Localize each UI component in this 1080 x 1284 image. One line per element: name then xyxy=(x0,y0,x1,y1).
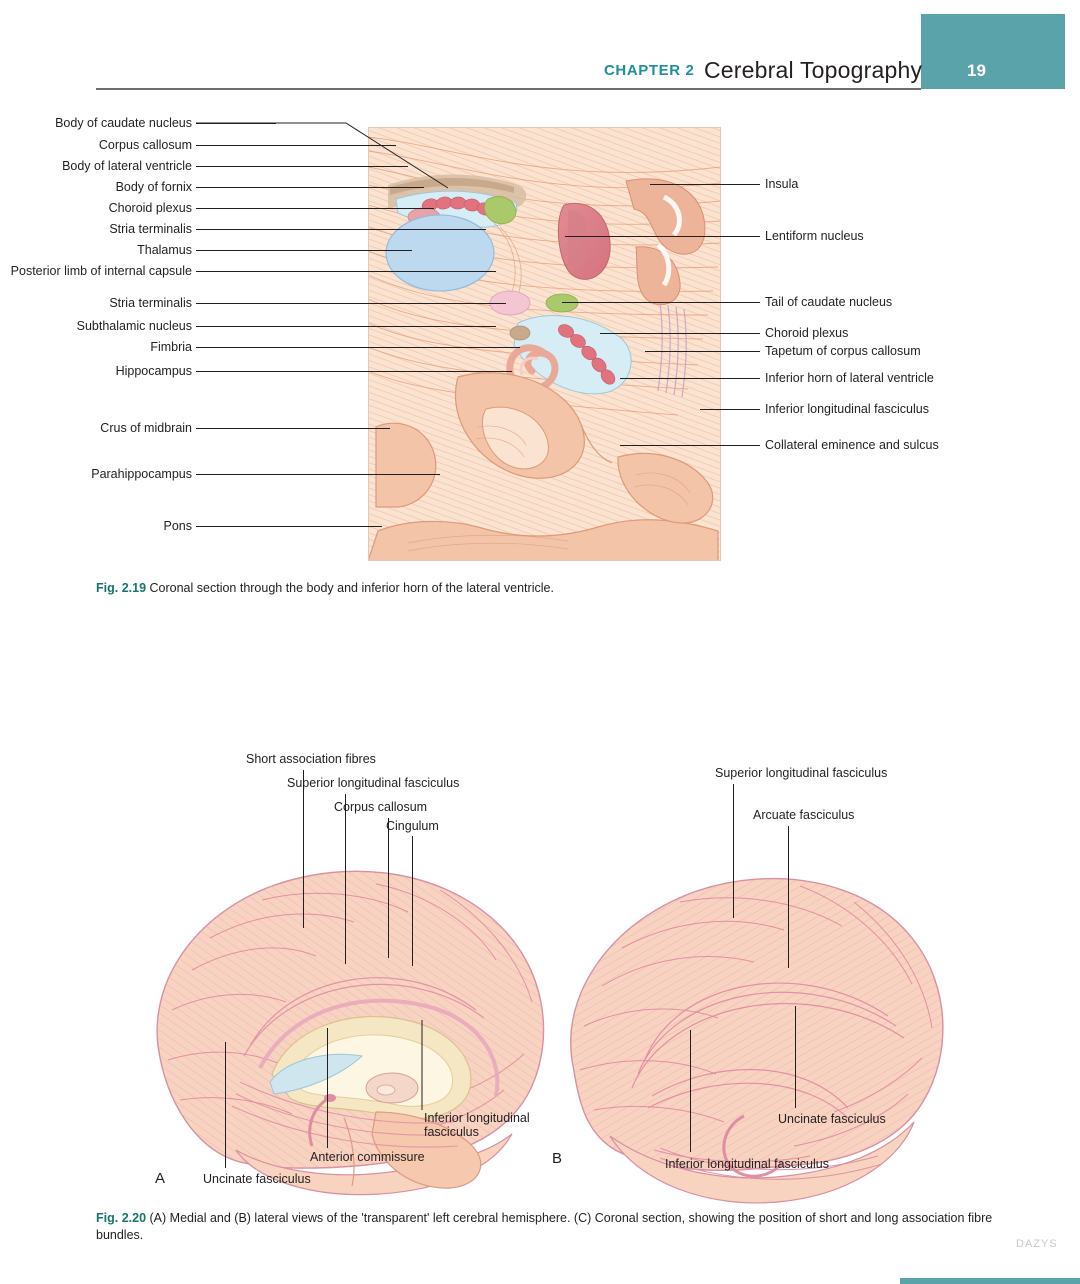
figure-label: Collateral eminence and sulcus xyxy=(765,438,939,452)
figure-label: Tail of caudate nucleus xyxy=(765,295,893,309)
leader-line xyxy=(196,208,434,209)
leader-line xyxy=(196,303,506,304)
leader-line xyxy=(400,1020,460,1115)
page-number: 19 xyxy=(967,61,986,80)
figure-label: Lentiform nucleus xyxy=(765,229,864,243)
figure-label: Stria terminalis xyxy=(109,222,192,236)
leader-line xyxy=(196,371,512,372)
figure-label: Parahippocampus xyxy=(91,467,192,481)
panel-letter-b: B xyxy=(552,1150,563,1167)
figure-caption-text: Coronal section through the body and inferior horn of the lateral ventricle. xyxy=(149,581,554,595)
leader-line xyxy=(196,271,496,272)
figure-label: Uncinate fasciculus xyxy=(778,1112,886,1126)
leader-line xyxy=(388,818,389,958)
leader-line xyxy=(303,770,304,928)
figure-label: Choroid plexus xyxy=(108,201,192,215)
leader-line xyxy=(690,1030,691,1152)
figure-label: Body of fornix xyxy=(115,180,192,194)
figure-label: Body of caudate nucleus xyxy=(55,116,192,130)
figure-label: Crus of midbrain xyxy=(100,421,192,435)
leader-line xyxy=(700,409,760,410)
leader-line xyxy=(412,836,413,966)
page-title: Cerebral Topography xyxy=(704,57,923,83)
figure-label: Inferior longitudinal fasciculus xyxy=(665,1157,829,1171)
figure-label: Arcuate fasciculus xyxy=(753,808,855,822)
leader-line xyxy=(562,302,760,303)
header-accent-block xyxy=(921,14,1065,89)
figure-label: Stria terminalis xyxy=(109,296,192,310)
leader-line xyxy=(196,326,496,327)
leader-line xyxy=(196,187,424,188)
leader-line xyxy=(196,145,396,146)
leader-line xyxy=(196,166,408,167)
leader-line xyxy=(788,826,789,968)
figure-label: Hippocampus xyxy=(115,364,192,378)
figure-label: Tapetum of corpus callosum xyxy=(765,344,921,358)
figure-label: Corpus callosum xyxy=(334,800,428,814)
figure-label: Insula xyxy=(765,177,799,191)
figure-label: Inferior longitudinal fasciculus xyxy=(765,402,929,416)
leader-line xyxy=(196,347,520,348)
watermark: DAZYS xyxy=(1016,1238,1058,1250)
figure-label: Short association fibres xyxy=(246,752,376,766)
leader-line xyxy=(620,445,760,446)
header-divider xyxy=(96,88,921,90)
panel-letter-a: A xyxy=(155,1170,166,1187)
figure-caption xyxy=(96,1210,996,1244)
leader-line xyxy=(345,794,346,964)
chapter-label: CHAPTER 2 xyxy=(604,62,695,79)
figure-label: Superior longitudinal fasciculus xyxy=(287,776,460,790)
figure-label: Cingulum xyxy=(386,819,439,833)
figure-2-19 xyxy=(0,100,1080,600)
leader-line xyxy=(196,428,390,429)
leader-line xyxy=(650,184,760,185)
figure-label: Subthalamic nucleus xyxy=(76,319,192,333)
leader-line xyxy=(327,1028,328,1148)
figure-label: Corpus callosum xyxy=(98,138,192,152)
figure-caption xyxy=(96,580,976,597)
figure-label: Body of lateral ventricle xyxy=(62,159,192,173)
leader-line xyxy=(225,1042,226,1168)
figure-label: Posterior limb of internal capsule xyxy=(10,264,192,278)
figure-label: fasciculus xyxy=(424,1125,479,1139)
leader-line xyxy=(620,378,760,379)
figure-2-20 xyxy=(0,720,1080,1280)
figure-label: Thalamus xyxy=(137,243,192,257)
leader-line xyxy=(196,229,486,230)
figure-label: Anterior commissure xyxy=(310,1150,425,1164)
figure-label: Inferior longitudinal xyxy=(424,1111,530,1125)
figure-number: Fig. 2.20 xyxy=(96,1211,147,1225)
leader-line xyxy=(565,236,760,237)
figure-label: Pons xyxy=(163,519,192,533)
figure-label: Uncinate fasciculus xyxy=(203,1172,311,1186)
figure-caption-text: (A) Medial and (B) lateral views of the 'transparent' left cerebral hemisphere. (C) Coronal section, showing the position of short and long association fibre bundles. xyxy=(96,1211,993,1242)
figure-label: Fimbria xyxy=(150,340,192,354)
leader-line xyxy=(733,784,734,918)
leader-line xyxy=(196,474,440,475)
leader-line xyxy=(196,526,382,527)
leader-line xyxy=(795,1006,796,1108)
figure-label: Inferior horn of lateral ventricle xyxy=(765,371,934,385)
page-header xyxy=(0,0,1080,95)
leader-line xyxy=(645,351,760,352)
leader-line xyxy=(600,333,760,334)
leader-line xyxy=(196,118,456,198)
leader-line xyxy=(196,250,412,251)
figure-label: Choroid plexus xyxy=(765,326,849,340)
figure-number: Fig. 2.19 xyxy=(96,581,147,595)
figure-label: Superior longitudinal fasciculus xyxy=(715,766,888,780)
figure-2-20-panel-b-artwork xyxy=(548,850,948,1230)
footer-accent-bar xyxy=(900,1278,1080,1284)
